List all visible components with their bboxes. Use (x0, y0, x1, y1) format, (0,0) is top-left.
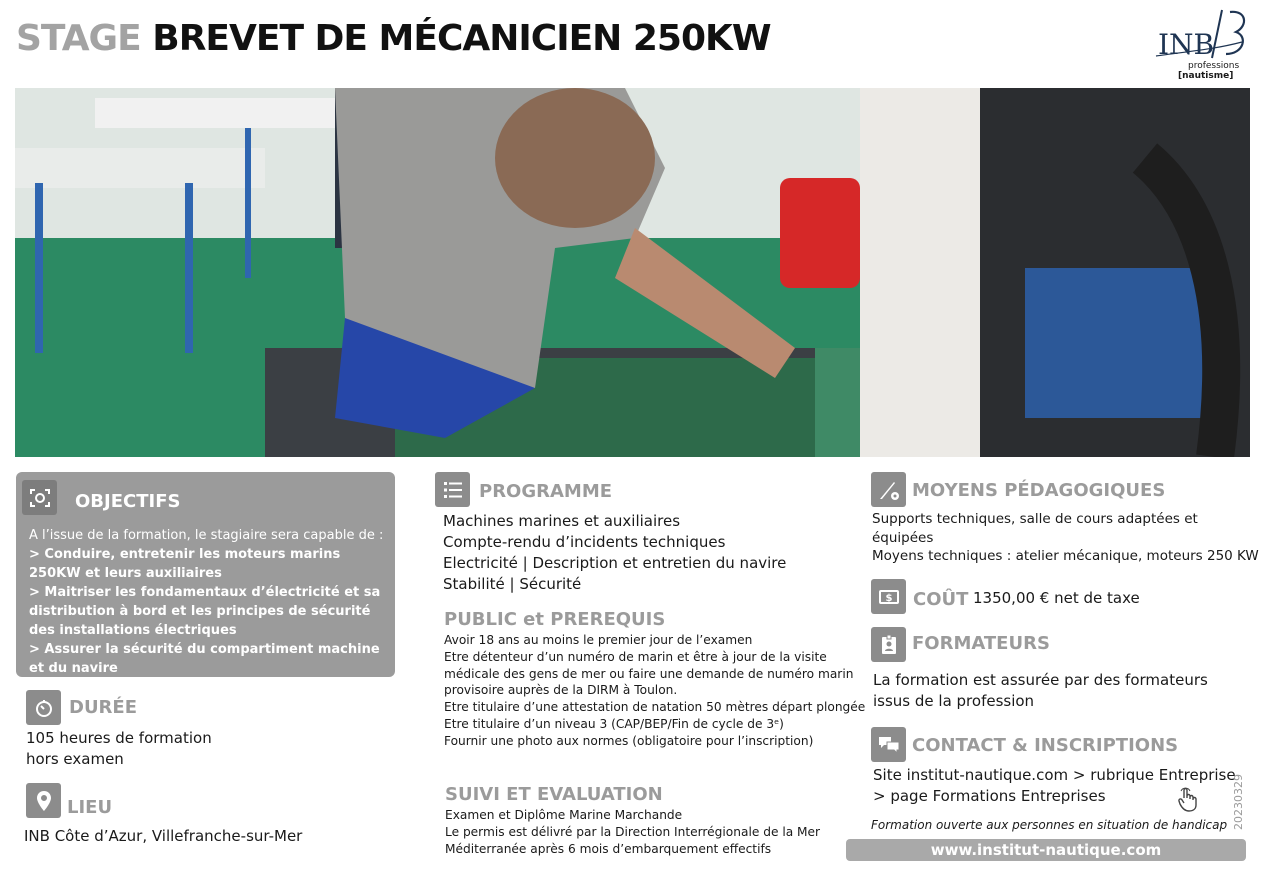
public-title: PUBLIC et PREREQUIS (444, 609, 666, 630)
chat-bubbles-icon (871, 727, 906, 762)
contact-title: CONTACT & INSCRIPTIONS (912, 735, 1179, 756)
list-icon (435, 472, 470, 507)
logo-line1: professions (1188, 61, 1240, 71)
programme-list: Machines marines et auxiliaires Compte-rendu d’incidents techniques Electricité | Description et entretien du navire Stabilité | Sécurité (443, 512, 787, 593)
title-main: BREVET DE MÉCANICIEN 250KW (152, 18, 771, 59)
timer-icon (26, 690, 61, 725)
title-prefix: STAGE (16, 18, 141, 59)
lieu-text: INB Côte d’Azur, Villefranche-sur-Mer (24, 827, 303, 845)
logo-initials: INB (1158, 28, 1215, 61)
hand-pointer-icon (1176, 786, 1198, 812)
public-list: Avoir 18 ans au moins le premier jour de l’examen Etre détenteur d’un numéro de marin et être à jour de la visite médicale des gens de mer ou faire une demande de numéro marin provisoire auprès de la DIRM à Toulon. Etre titulaire d’une attestation de natation 50 mètres départ plongée Etre titulaire d’un niveau 3 (CAP/BEP/Fin de cycle de 3ᵉ) Fournir une photo aux normes (obligatoire pour l’inscription) (444, 633, 866, 748)
suivi-list: Examen et Diplôme Marine Marchande Le permis est délivré par la Direction Interrégionale de la Mer Méditerranée après 6 mois d’embarquement effectifs (445, 808, 821, 856)
id-badge-icon (871, 627, 906, 662)
duree-text: 105 heures de formation hors examen (26, 729, 212, 768)
contact-link[interactable]: > page Formations Entreprises (873, 787, 1106, 805)
objectifs-item: > Conduire, entretenir les moteurs marins 250KW et leurs auxiliaires (29, 547, 341, 581)
svg-text:$: $ (885, 592, 892, 604)
tools-icon (871, 472, 906, 507)
objectifs-title: OBJECTIFS (75, 491, 181, 512)
page-title (16, 18, 771, 59)
lieu-title: LIEU (67, 797, 113, 818)
map-pin-icon (26, 783, 61, 818)
moyens-list: Supports techniques, salle de cours adaptées et équipées Moyens techniques : atelier mécanique, moteurs 250 KW (872, 511, 1259, 564)
contact-link[interactable]: Site institut-nautique.com > rubrique Entreprise (873, 766, 1236, 784)
dollar-note-icon (871, 579, 906, 614)
website-link[interactable]: www.institut-nautique.com (846, 839, 1246, 861)
suivi-title: SUIVI ET EVALUATION (445, 784, 663, 805)
formateurs-title: FORMATEURS (912, 633, 1050, 654)
objectifs-list (29, 545, 391, 678)
workshop-photo (15, 88, 1250, 457)
moyens-title: MOYENS PÉDAGOGIQUES (912, 480, 1166, 501)
programme-title: PROGRAMME (479, 481, 613, 502)
document-ref-code: 20230329 (1232, 774, 1245, 830)
target-focus-icon (22, 480, 57, 515)
cout-value: 1350,00 € net de taxe (973, 589, 1140, 607)
cout-title: COÛT (913, 589, 969, 610)
objectifs-item: > Assurer la sécurité du compartiment machine et du navire (29, 642, 380, 676)
logo-line2: [nautisme] (1178, 71, 1234, 81)
handicap-note: Formation ouverte aux personnes en situation de handicap (871, 818, 1228, 832)
objectifs-item: > Maitriser les fondamentaux d’électricité et sa distribution à bord et les principes de sécurité des installations électriques (29, 585, 381, 638)
duree-title: DURÉE (69, 697, 138, 718)
inb-logo (1152, 8, 1248, 82)
formateurs-text: La formation est assurée par des formateurs issus de la profession (873, 671, 1208, 710)
objectifs-intro: A l’issue de la formation, le stagiaire sera capable de : (29, 528, 384, 543)
